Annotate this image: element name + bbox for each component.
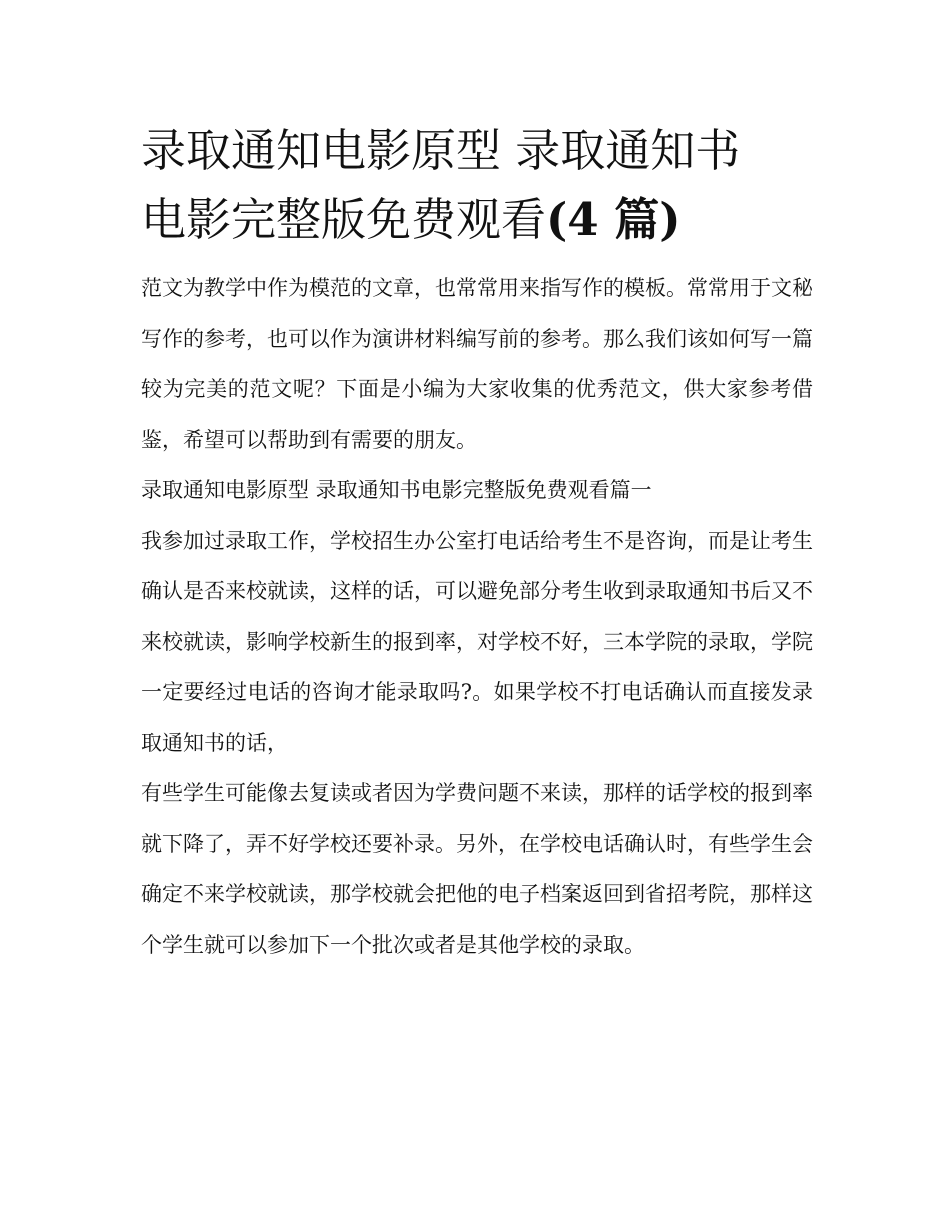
title-line-2-text: 电影完整版免费观看 (141, 193, 547, 246)
body-paragraph-2: 有些学生可能像去复读或者因为学费问题不来读，那样的话学校的报到率就下降了，弄不好学校还要补录。另外，在学校电话确认时，有些学生会确定不来学校就读，那学校就会把他的电子档案返回到省招考院，那样这个学生就可以参加下一个批次或者是其他学校的录取。 (141, 781, 813, 957)
title-line-2 (141, 185, 813, 254)
document-content (141, 116, 813, 970)
title-line-1: 录取通知电影原型 录取通知书 (141, 124, 741, 177)
document-title (141, 116, 813, 254)
intro-paragraph: 范文为教学中作为模范的文章，也常常用来指写作的模板。常常用于文秘写作的参考，也可以作为演讲材料编写前的参考。那么我们该如何写一篇较为完美的范文呢？下面是小编为大家收集的优秀范文，供大家参考借鉴，希望可以帮助到有需要的朋友。 (141, 276, 813, 452)
body-paragraph-1: 我参加过录取工作，学校招生办公室打电话给考生不是咨询，而是让考生确认是否来校就读，这样的话，可以避免部分考生收到录取通知书后又不来校就读，影响学校新生的报到率，对学校不好，三本学院的录取，学院一定要经过电话的咨询才能录取吗?。如果学校不打电话确认而直接发录取通知书的话， (141, 528, 813, 755)
section-heading: 录取通知电影原型 录取通知书电影完整版免费观看篇一 (141, 478, 652, 502)
title-line-2-suffix: (4 篇) (546, 193, 681, 246)
